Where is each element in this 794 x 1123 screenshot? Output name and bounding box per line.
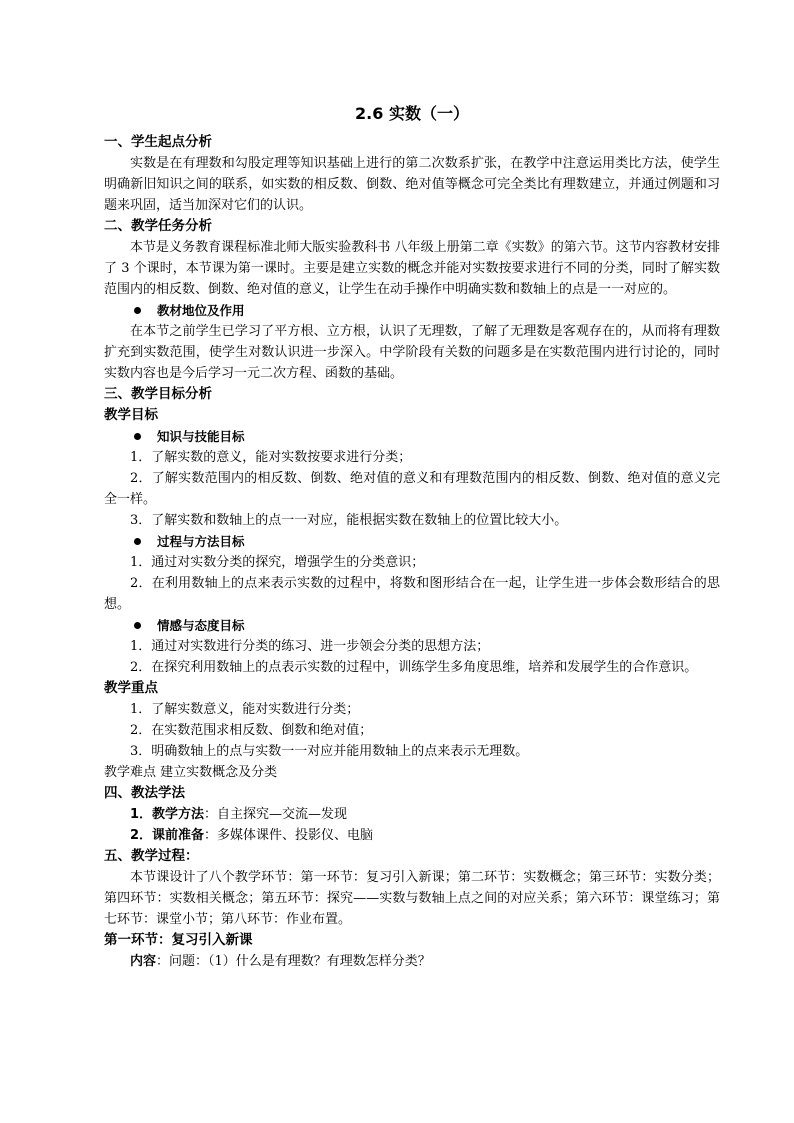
bullet-heading-knowledge-skills [104,426,720,447]
bullet-label: 情感与态度目标 [157,618,245,633]
section-heading-process: 五、教学过程： [104,848,199,864]
key-point-item: 2．在实数范围求相反数、倒数和绝对值； [130,723,373,738]
objective-item: 1．通过对实数分类的探究，增强学生的分类意识； [130,555,425,570]
bullet-icon [134,307,141,314]
section-heading-task-analysis: 二、教学任务分析 [104,218,212,234]
objective-item: 3．了解实数和数轴上的点一一对应，能根据实数在数轴上的位置比较大小。 [130,513,568,528]
paragraph-process-overview: 本节课设计了八个教学环节：第一环节：复习引入新课；第二环节：实数概念；第三环节：实数分类；第四环节：实数相关概念；第五环节：探究——实数与数轴上点之间的对应关系；第六环节：课堂练习；第七环节：课堂小节；第八环节：作业布置。 [104,870,720,927]
paragraph-task-analysis: 本节是义务教育课程标准北师大版实验教科书 八年级上册第二章《实数》的第六节。这节内容教材安排了 3 个课时，本节课为第一课时。主要是建立实数的概念并能对实数按要求进行不同的分类，同时了解实数范围内的相反数、倒数、绝对值的意义，让学生在动手操作中明确实数和数轴上的点是一一对应的。 [104,240,720,297]
bullet-icon [134,433,141,440]
paragraph-textbook-role: 在本节之前学生已学习了平方根、立方根，认识了无理数，了解了无理数是客观存在的，从而将有理数扩充到实数范围，使学生对数认识进一步深入。中学阶段有关数的问题多是在实数范围内进行讨论的，同时实数内容也是今后学习一元二次方程、函数的基础。 [104,324,720,381]
teaching-difficulty: 教学难点 建立实数概念及分类 [104,765,278,780]
method-text: ：多媒体课件、投影仪、电脑 [204,828,374,843]
content-line [104,951,720,972]
subheading-teaching-objectives: 教学目标 [104,407,158,423]
document-page [104,100,720,972]
bullet-icon [134,622,141,629]
document-title: 2.6 实数（一） [355,104,469,123]
key-point-item: 3．明确数轴上的点与实数一一对应并能用数轴上的点来表示无理数。 [130,744,529,759]
content-label: 内容 [130,954,157,969]
method-text: ：自主探究—交流—发现 [204,807,348,822]
objective-item: 1．了解实数的意义，能对实数按要求进行分类； [130,450,412,465]
bullet-label: 教材地位及作用 [157,303,245,318]
subheading-key-points: 教学重点 [104,680,158,696]
bullet-label: 过程与方法目标 [157,534,245,549]
method-label: 2．课前准备 [130,828,205,843]
objective-item: 1．通过对实数进行分类的练习、进一步领会分类的思想方法； [130,639,490,654]
step-heading-review: 第一环节：复习引入新课 [104,932,253,948]
bullet-heading-textbook-role [104,300,720,321]
bullet-label: 知识与技能目标 [157,429,245,444]
bullet-heading-emotion-attitude [104,615,720,636]
section-heading-student-analysis: 一、学生起点分析 [104,134,212,150]
paragraph-student-analysis: 实数是在有理数和勾股定理等知识基础上进行的第二次数系扩张，在教学中注意运用类比方法，使学生明确新旧知识之间的联系，如实数的相反数、倒数、绝对值等概念可完全类比有理数建立，并通过例题和习题来巩固，适当加深对它们的认识。 [104,156,720,213]
method-label: 1．教学方法 [130,807,205,822]
bullet-icon [134,538,141,545]
section-heading-objectives: 三、教学目标分析 [104,386,212,402]
bullet-heading-process-methods [104,531,720,552]
section-heading-methods: 四、教法学法 [104,785,185,801]
objective-item: 2．在探究利用数轴上的点表示实数的过程中，训练学生多角度思维，培养和发展学生的合作意识。 [130,660,698,675]
content-text: ：问题：（1）什么是有理数？有理数怎样分类？ [156,954,431,969]
method-item-teaching [104,804,720,825]
objective-item: 2．了解实数范围内的相反数、倒数、绝对值的意义和有理数范围内的相反数、倒数、绝对值的意义完全一样。 [104,471,720,507]
objective-item: 2．在利用数轴上的点来表示实数的过程中，将数和图形结合在一起，让学生进一步体会数形结合的思想。 [104,576,720,612]
method-item-preparation [104,825,720,846]
key-point-item: 1．了解实数意义，能对实数进行分类； [130,702,360,717]
